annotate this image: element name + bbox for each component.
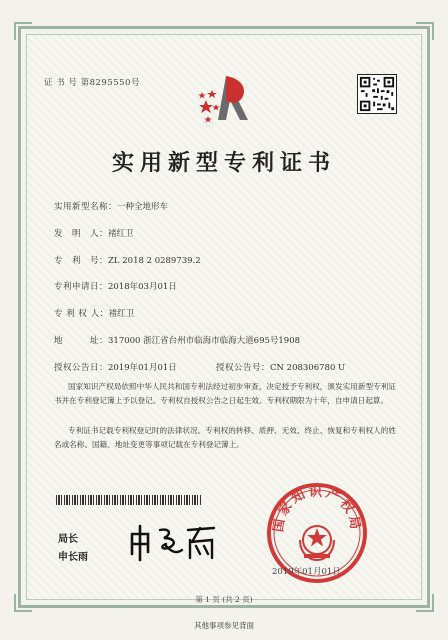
footer-note: 其他事项参见背面	[194, 621, 254, 630]
director-name: 申长雨	[58, 552, 88, 563]
patent-number-label: 专 利 号：	[54, 256, 109, 266]
seal-text: 国家知识产权局	[271, 484, 363, 534]
grant-number-value: CN 208306780 U	[270, 363, 346, 373]
application-date-value: 2018年03月01日	[108, 282, 177, 292]
director-title: 局长	[58, 534, 78, 545]
address-row	[54, 334, 300, 346]
body-paragraph-1: 国家知识产权局依照中华人民共和国专利法经过初步审查，决定授予专利权，颁发实用新型专利证书并在专利登记簿上予以登记。专利权自授权公告之日起生效。专利权期限为十年，自申请日起算。	[54, 382, 396, 405]
certificate-number: 证 书 号 第8295550号	[44, 78, 140, 88]
cnipa-logo-icon	[196, 70, 258, 130]
grant-date-value: 2019年01月01日	[108, 363, 177, 373]
application-date-row	[54, 280, 177, 292]
director-signature-icon	[126, 520, 222, 564]
patent-number-row	[54, 254, 201, 266]
grant-row	[54, 361, 345, 373]
grant-date-label: 授权公告日：	[54, 363, 109, 373]
corner-ornament-top-left	[14, 22, 32, 40]
application-date-label: 专利申请日：	[54, 282, 109, 292]
inventor-label: 发 明 人：	[54, 229, 109, 239]
grant-number-label: 授权公告号：	[216, 363, 271, 373]
patent-number-value: ZL 2018 2 0289739.2	[108, 256, 201, 266]
certificate-title: 实用新型专利证书	[111, 150, 336, 176]
patentee-row	[54, 307, 134, 319]
utility-model-name-value: 一种全地形车	[117, 202, 169, 212]
page-number: 第 1 页 (共 2 页)	[195, 595, 253, 604]
patentee-value: 褚红卫	[108, 309, 135, 319]
inventor-value: 褚红卫	[108, 229, 134, 239]
utility-model-name-label: 实用新型名称：	[54, 202, 118, 212]
body-paragraph-2: 专利证书记载专利权登记时的法律状况。专利权的转移、质押、无效、终止、恢复和专利权人的姓名或名称、国籍、地址变更等事项记载在专利登记簿上。	[54, 426, 396, 449]
corner-ornament-top-right	[416, 22, 434, 40]
address-label: 地 址：	[54, 336, 109, 346]
seal-date: 2019年01月01日	[272, 567, 341, 577]
qr-code-icon	[357, 74, 397, 114]
patentee-label: 专 利 权 人：	[54, 309, 109, 319]
barcode	[56, 495, 202, 505]
utility-model-name-row	[54, 200, 168, 212]
inventor-row	[54, 227, 134, 239]
address-value: 317000 浙江省台州市临海市临海大道695号1908	[108, 336, 301, 346]
